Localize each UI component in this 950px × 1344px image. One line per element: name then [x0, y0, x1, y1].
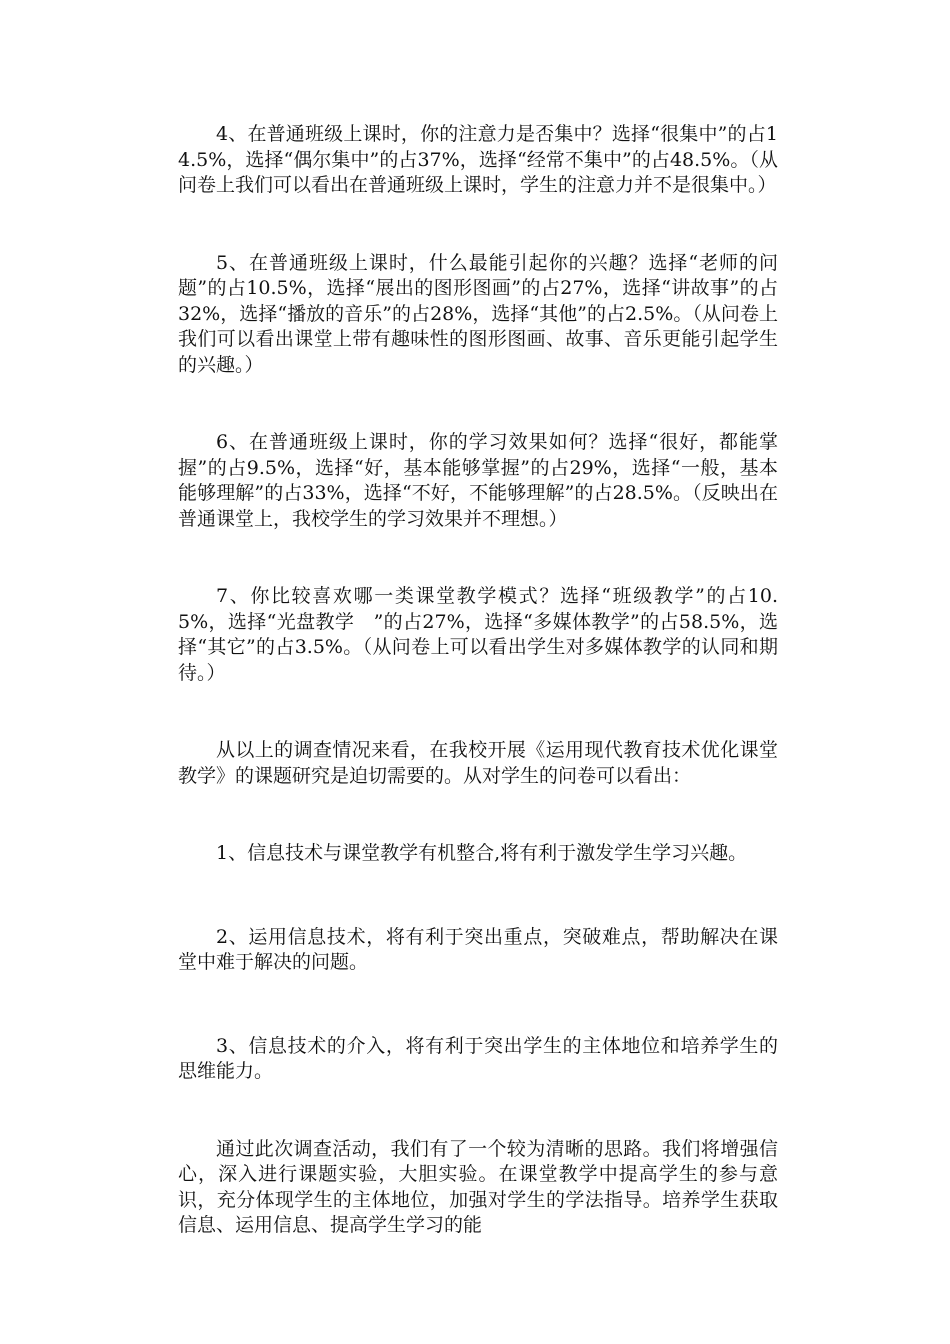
paragraph-finding-1: 1、信息技术与课堂教学有机整合,将有利于激发学生学习兴趣。: [216, 842, 748, 864]
paragraph-summary: 从以上的调查情况来看，在我校开展《运用现代教育技术优化课堂教学》的课题研究是迫切需要的。从对学生的问卷可以看出：: [178, 739, 778, 787]
paragraph-question-6: 6、在普通班级上课时，你的学习效果如何？选择“很好，都能掌握”的占9.5%，选择“好，基本能够掌握”的占29%，选择“一般，基本能够理解”的占33%，选择“不好，不能够理解”的占28.5%。（反映出在普通课堂上，我校学生的学习效果并不理想。）: [178, 431, 778, 530]
paragraph-question-7: 7、你比较喜欢哪一类课堂教学模式？选择“班级教学”的占10.5%，选择“光盘教学 ”的占27%，选择“多媒体教学”的占58.5%，选择“其它”的占3.5%。（从问卷上可以看出学生对多媒体教学的认同和期待。）: [178, 585, 778, 684]
document-body: [178, 122, 778, 1239]
paragraph-conclusion: 通过此次调查活动，我们有了一个较为清晰的思路。我们将增强信心，深入进行课题实验，大胆实验。在课堂教学中提高学生的参与意识，充分体现学生的主体地位，加强对学生的学法指导。培养学生获取信息、运用信息、提高学生学习的能: [178, 1137, 778, 1236]
paragraph-finding-3: 3、信息技术的介入，将有利于突出学生的主体地位和培养学生的思维能力。: [178, 1034, 778, 1082]
paragraph-question-5: 5、在普通班级上课时，什么最能引起你的兴趣？选择“老师的问题”的占10.5%，选择“展出的图形图画”的占27%，选择“讲故事”的占32%，选择“播放的音乐”的占28%，选择“其他”的占2.5%。（从问卷上我们可以看出课堂上带有趣味性的图形图画、故事、音乐更能引起学生的兴趣。）: [178, 251, 778, 376]
paragraph-question-4: 4、在普通班级上课时，你的注意力是否集中？选择“很集中”的占14.5%，选择“偶尔集中”的占37%，选择“经常不集中”的占48.5%。（从问卷上我们可以看出在普通班级上课时，学生的注意力并不是很集中。）: [178, 123, 778, 196]
paragraph-finding-2: 2、运用信息技术，将有利于突出重点，突破难点，帮助解决在课堂中难于解决的问题。: [178, 925, 778, 973]
